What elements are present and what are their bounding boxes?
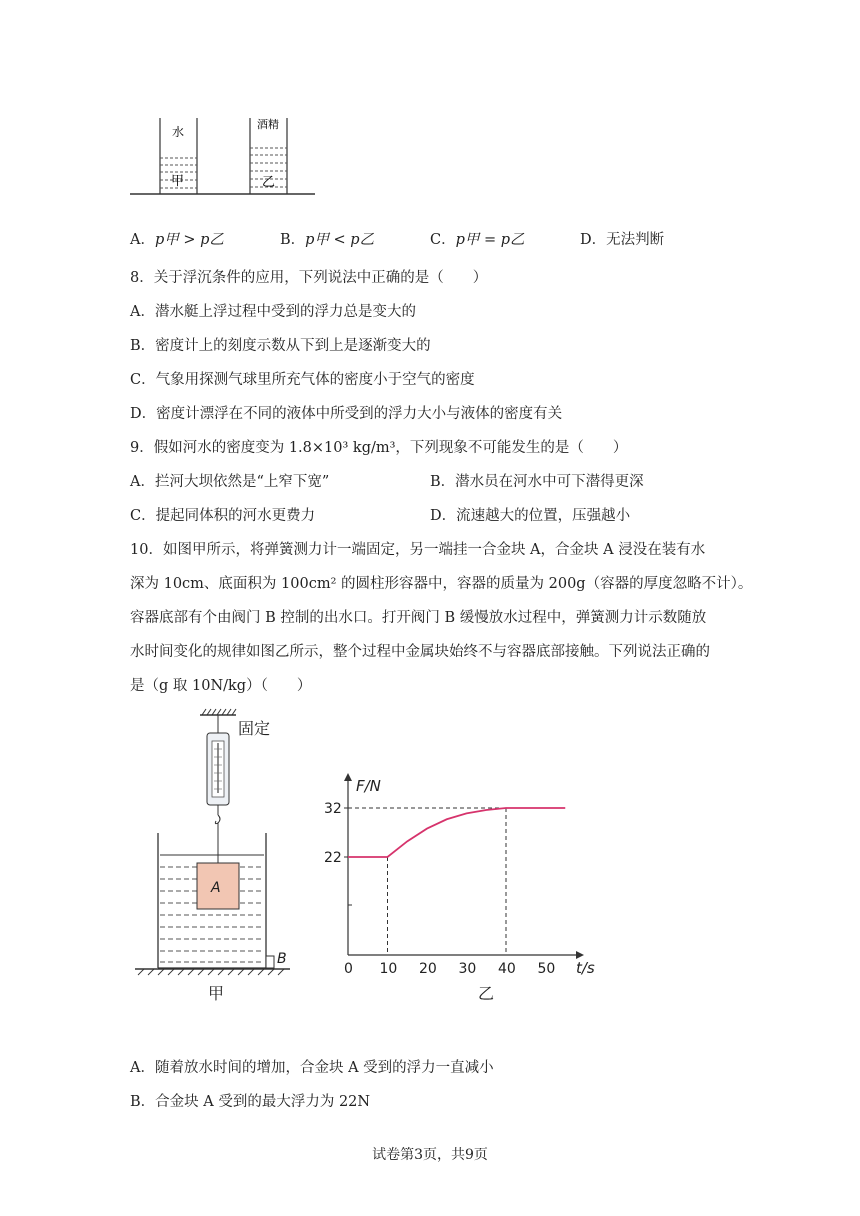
- chart-x-label: t/s: [576, 959, 595, 977]
- q10-line-4: 水时间变化的规律如图乙所示，整个过程中金属块始终不与容器底部接触。下列说法正确的: [130, 644, 710, 660]
- q9-option-d[interactable]: D．流速越大的位置，压强越小: [430, 508, 631, 524]
- fixed-label: 固定: [238, 719, 271, 738]
- q10-line-5: 是（g 取 10N/kg）（ ）: [130, 678, 312, 694]
- caption-jia: 甲: [208, 984, 225, 1003]
- q7-left-sub: 甲: [171, 174, 185, 189]
- q8-option-b[interactable]: B．密度计上的刻度示数从下到上是逐渐变大的: [130, 338, 431, 354]
- q8-option-a[interactable]: A．潜水艇上浮过程中受到的浮力总是变大的: [130, 304, 416, 320]
- q9-option-b[interactable]: B．潜水员在河水中可下潜得更深: [430, 474, 644, 490]
- q7-figure: [125, 110, 325, 210]
- series-line: [348, 808, 565, 857]
- valve-b-label: B: [277, 951, 287, 967]
- q8-stem: 8．关于浮沉条件的应用，下列说法中正确的是（ ）: [130, 270, 488, 286]
- q10-line-3: 容器底部有个由阀门 B 控制的出水口。打开阀门 B 缓慢放水过程中，弹簧测力计示数随放: [130, 610, 707, 626]
- x-tick-label: 10: [379, 961, 398, 977]
- q10-option-b[interactable]: B．合金块 A 受到的最大浮力为 22N: [130, 1094, 371, 1110]
- y-tick-label: 32: [324, 801, 342, 817]
- x-tick-label: 20: [419, 961, 437, 977]
- q10-figure-apparatus: [130, 705, 300, 1005]
- q7-option-a[interactable]: A．p甲 > p乙: [130, 232, 224, 248]
- y-tick-label: 22: [324, 850, 342, 866]
- q7-right-sub: 乙: [262, 175, 276, 190]
- x-tick-label: 0: [344, 961, 353, 977]
- q7-options: [130, 230, 750, 252]
- q7-option-c[interactable]: C．p甲 = p乙: [430, 232, 525, 248]
- q9-option-c[interactable]: C．提起同体积的河水更费力: [130, 508, 316, 524]
- chart-y-label: F/N: [356, 777, 381, 795]
- chart-x-arrow: [576, 951, 584, 959]
- page-footer: 试卷第3页，共9页: [372, 1147, 488, 1163]
- q7-alcohol-label: 酒精: [257, 118, 279, 131]
- q7-option-b[interactable]: B．p甲 < p乙: [280, 232, 375, 248]
- q9-option-a[interactable]: A．拦河大坝依然是“上窄下宽”: [130, 474, 330, 490]
- chart-y-arrow: [344, 773, 352, 781]
- chart-caption: 乙: [478, 984, 495, 1003]
- x-tick-label: 30: [458, 961, 477, 977]
- block-a-label: A: [211, 880, 221, 896]
- q10-line-2: 深为 10cm、底面积为 100cm² 的圆柱形容器中，容器的质量为 200g（容器的厚度忽略不计）。: [130, 576, 753, 592]
- q8-option-c[interactable]: C．气象用探测气球里所充气体的密度小于空气的密度: [130, 372, 475, 388]
- q10-chart: [310, 765, 610, 1010]
- q8-option-d[interactable]: D．密度计漂浮在不同的液体中所受到的浮力大小与液体的密度有关: [130, 406, 563, 422]
- x-tick-label: 40: [498, 961, 516, 977]
- valve-b: [266, 956, 274, 968]
- q9-stem: 9．假如河水的密度变为 1.8×10³ kg/m³，下列现象不可能发生的是（ ）: [130, 440, 628, 456]
- q7-option-d[interactable]: D．无法判断: [580, 232, 665, 248]
- x-tick-label: 50: [537, 961, 556, 977]
- q7-water-label: 水: [172, 125, 185, 139]
- q10-option-a[interactable]: A．随着放水时间的增加，合金块 A 受到的浮力一直减小: [130, 1060, 494, 1076]
- q10-line-1: 10．如图甲所示，将弹簧测力计一端固定，另一端挂一合金块 A，合金块 A 浸没在装有水: [130, 542, 706, 558]
